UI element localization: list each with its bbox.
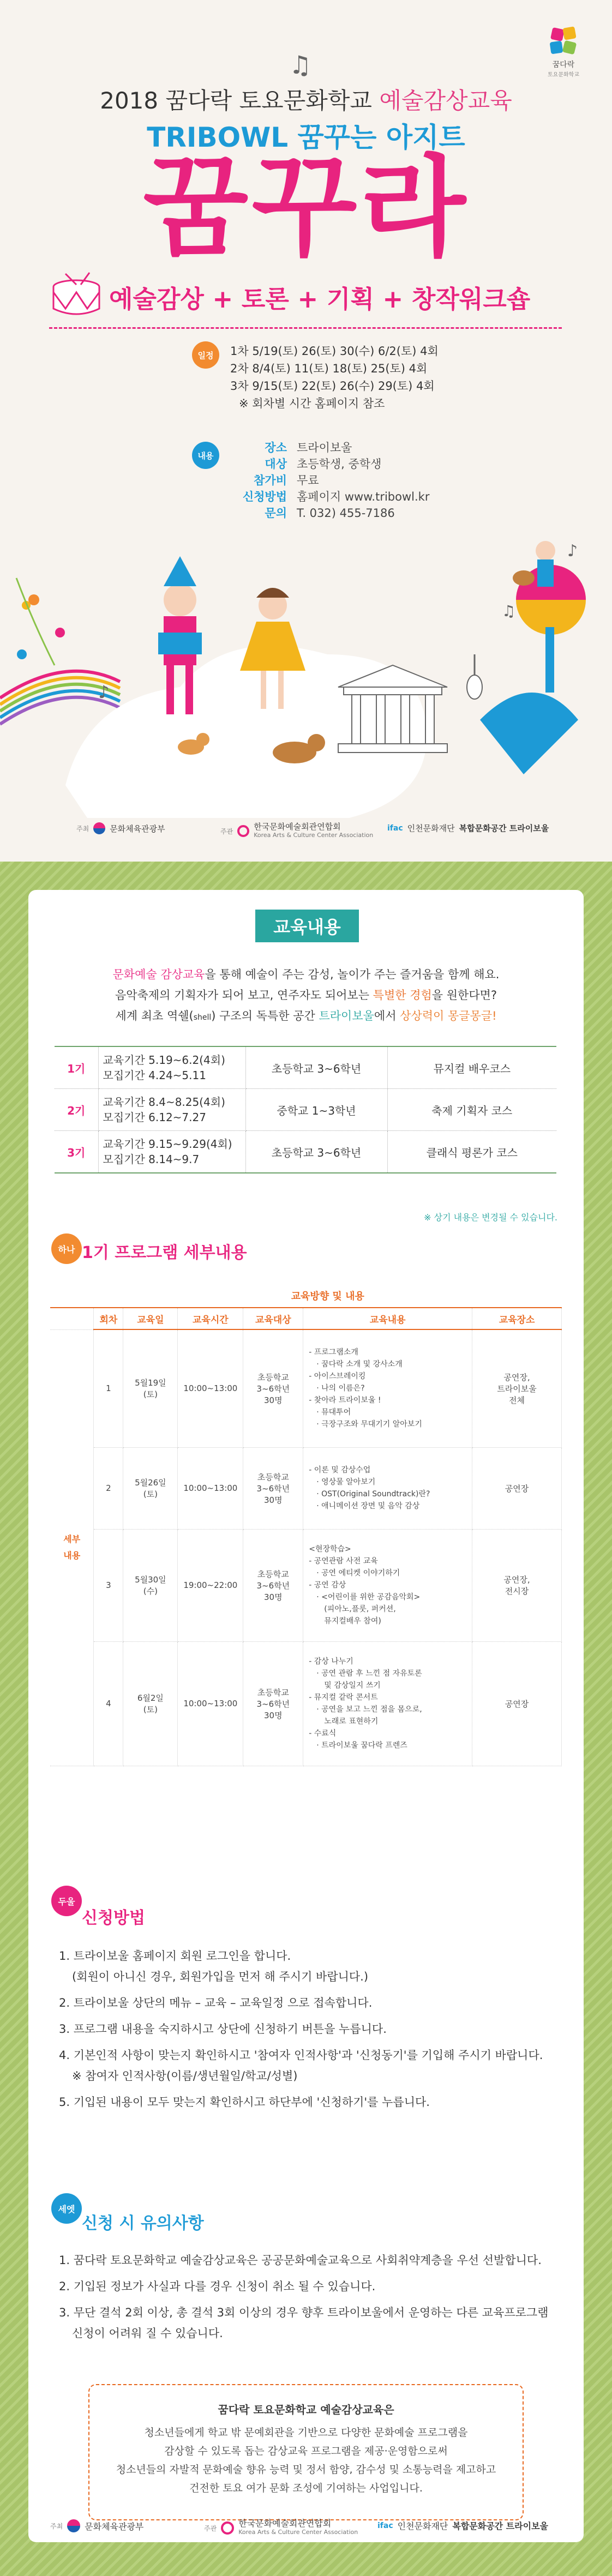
place-cell	[472, 1329, 562, 1447]
about-box	[88, 2384, 524, 2520]
info-value: 초등학생, 중학생	[297, 458, 382, 471]
partner-logo	[387, 822, 549, 834]
table-row	[55, 1046, 556, 1089]
kocaca-icon	[237, 825, 249, 837]
content-line: (피아노,플룻, 퍼커션,	[324, 1605, 396, 1614]
partner-name: 인천문화재단	[397, 2521, 448, 2531]
course-cell: 클래식 평론가 코스	[387, 1131, 556, 1173]
column-header: 회차	[94, 1308, 123, 1329]
target-text: 30명	[263, 1710, 283, 1720]
venue-name: 복합문화공간 트라이보울	[459, 823, 549, 833]
intro-highlight: 상상력이 몽글몽글!	[400, 1009, 497, 1022]
education-title: 교육내용	[255, 910, 359, 942]
content-card	[28, 890, 584, 2542]
org-name: 한국문화예술회관연합회	[254, 822, 341, 832]
target-text: 초등학교	[257, 1372, 289, 1382]
hero-title: 꿈꾸라	[143, 145, 469, 272]
recruit-period: 모집기간 6.12~7.27	[103, 1111, 206, 1124]
content-line: · 꿈다락 소개 및 강사소개	[316, 1360, 403, 1369]
time-cell: 10:00~13:00	[178, 1641, 243, 1766]
intro-highlight: 트라이보울	[319, 1009, 374, 1022]
edu-period: 교육기간 9.15~9.29(4회)	[103, 1137, 232, 1151]
target-cell: 중학교 1~3학년	[245, 1089, 387, 1131]
content-line: - 공연 감상	[309, 1581, 346, 1590]
logo-line2: 토요문화학교	[548, 72, 579, 78]
info-row	[230, 456, 429, 472]
content-line: - 프로그램소개	[309, 1348, 358, 1357]
column-header: 교육일	[123, 1308, 178, 1329]
content-line: · OST(Original Soundtrack)란?	[316, 1490, 430, 1498]
detail-title: 1기 프로그램 세부내용	[82, 1243, 247, 1262]
info-key: 참가비	[254, 474, 287, 487]
caution-item: 신청이 어려워 질 수 있습니다.	[72, 2327, 223, 2340]
target-text: 초등학교	[257, 1569, 289, 1579]
place-text: 트라이보울	[497, 1383, 537, 1394]
place-text: 전체	[509, 1395, 525, 1405]
schedule-line: 3차 9/15(토) 22(토) 26(수) 29(토) 4회	[230, 380, 435, 393]
info-key: 장소	[265, 441, 287, 454]
hero-subtitle-highlight: 예술감상교육	[379, 87, 512, 114]
hero-footer	[0, 822, 612, 844]
info-key: 문의	[265, 507, 287, 520]
day-text: (토)	[143, 1489, 158, 1499]
info-key: 대상	[265, 458, 287, 471]
info-value: 무료	[297, 474, 319, 487]
target-cell	[243, 1329, 303, 1447]
about-line: 건전한 토요 여가 문화 조성에 기여하는 사업입니다.	[189, 2482, 423, 2494]
content-line: 뮤지컬배우 참여)	[324, 1617, 381, 1626]
day-text: (토)	[143, 1705, 158, 1714]
gen-cell: 3기	[55, 1131, 98, 1173]
step-item: 3. 프로그램 내용을 숙지하시고 상단에 신청하기 버튼을 누릅니다.	[59, 2023, 387, 2036]
column-header: 교육장소	[472, 1308, 562, 1329]
step-note: ※ 참여자 인적사항(이름/생년월일/학교/성별)	[72, 2069, 298, 2083]
intro-text: 에서	[374, 1009, 400, 1022]
target-cell	[243, 1529, 303, 1641]
info-value: 트라이보울	[297, 441, 352, 454]
target-text: 30명	[263, 1592, 283, 1602]
card-footer	[28, 2514, 584, 2547]
content-line: - 이론 및 감상수업	[309, 1466, 371, 1474]
intro-highlight: 특별한 경험	[373, 989, 432, 1002]
section-badge: 하나	[51, 1233, 82, 1264]
section-badge: 세엣	[51, 2193, 82, 2224]
schedule-line: 2차 8/4(토) 11(토) 18(토) 25(토) 4회	[230, 362, 428, 375]
content-cell	[303, 1329, 472, 1447]
table-caption-row	[50, 1284, 562, 1308]
partner-logo	[377, 2519, 548, 2532]
intro-highlight: 문화예술 감상교육	[112, 968, 205, 981]
ifac-icon: ifac	[387, 823, 403, 833]
table-row	[50, 1329, 562, 1447]
svg-text:♫: ♫	[502, 602, 516, 620]
table-caption: 교육방향 및 내용	[94, 1284, 562, 1308]
date-cell	[123, 1641, 178, 1766]
cloud-shape	[65, 646, 427, 818]
content-line: · 트라이보울 꿈다락 프렌즈	[316, 1741, 407, 1750]
intro-text: ) 구조의 독특한 공간	[211, 1009, 319, 1022]
caution-list	[59, 2250, 548, 2344]
info-row	[230, 440, 429, 456]
content-line: - 공연관람 사전 교육	[309, 1557, 378, 1566]
apply-title: 신청방법	[82, 1909, 145, 1928]
partner-name: 인천문화재단	[407, 823, 455, 833]
date-text: 6월2일	[137, 1693, 164, 1703]
about-line: 감상할 수 있도록 돕는 감상교육 프로그램을 제공·운영함으로써	[164, 2445, 448, 2457]
content-line: - 감상 나누기	[309, 1657, 353, 1666]
step-note: (회원이 아니신 경우, 회원가입을 먼저 해 주시기 바랍니다.)	[72, 1970, 369, 1983]
date-text: 5월26일	[135, 1478, 166, 1488]
svg-text:♪: ♪	[567, 541, 578, 561]
place-cell: 공연장	[472, 1641, 562, 1766]
step-item: 4. 기본인적 사항이 맞는지 확인하시고 '참여자 인적사항'과 '신청동기'를 기입해 주시기 바랍니다.	[59, 2049, 543, 2062]
course-cell: 뮤지컬 배우코스	[387, 1046, 556, 1089]
host-label: 주최	[76, 824, 89, 833]
schedule-badge: 일정	[192, 341, 219, 369]
schedule-list	[230, 342, 439, 412]
content-cell	[303, 1641, 472, 1766]
content-line: · 공연 에티켓 이야기하기	[316, 1569, 400, 1578]
caution-item: 1. 꿈다락 토요문화학교 예술감상교육은 공공문화예술교육으로 사회취약계층을 우선 선발합니다.	[59, 2254, 542, 2267]
about-line: 청소년들에게 학교 밖 문예회관을 기반으로 다양한 문화예술 프로그램을	[144, 2427, 468, 2439]
caution-title: 신청 시 유의사항	[82, 2214, 204, 2233]
svg-text:♪: ♪	[98, 682, 110, 702]
content-line: · <어린이를 위한 공감음악회>	[316, 1593, 421, 1602]
about-title: 꿈다락 토요문화학교 예술감상교육은	[218, 2403, 394, 2416]
round-cell: 4	[94, 1641, 123, 1766]
intro-text: 세계 최초 역쉘(	[115, 1009, 194, 1022]
flower-icon	[16, 578, 65, 665]
host-label: 주최	[50, 2522, 63, 2530]
target-text: 30명	[263, 1395, 283, 1405]
content-cell	[303, 1447, 472, 1529]
course-cell: 축제 기획자 코스	[387, 1089, 556, 1131]
org-logo	[220, 822, 373, 840]
drum-icon	[49, 270, 104, 323]
place-text: 전시장	[505, 1586, 529, 1596]
about-line: 청소년들의 자발적 문화예술 향유 능력 및 정서 함양, 감수성 및 소통능력을 제고하고	[116, 2464, 496, 2476]
day-text: (수)	[143, 1586, 158, 1596]
round-cell: 3	[94, 1529, 123, 1641]
target-text: 3~6학년	[256, 1383, 290, 1394]
content-line: - 뮤지컬 같락 콘서트	[309, 1693, 378, 1702]
recruit-period: 모집기간 4.24~5.11	[103, 1069, 206, 1082]
education-intro	[28, 964, 584, 1028]
time-cell: 10:00~13:00	[178, 1447, 243, 1529]
content-line: · 공연을 보고 느낀 점을 몸으로,	[316, 1705, 422, 1714]
logo-mark-icon	[548, 26, 579, 57]
gen-cell: 1기	[55, 1046, 98, 1089]
edu-period: 교육기간 8.4~8.25(4회)	[103, 1096, 225, 1109]
taegeuk-icon	[67, 2519, 80, 2532]
info-key: 신청방법	[242, 490, 287, 503]
change-notice: ※ 상기 내용은 변경될 수 있습니다.	[424, 1212, 557, 1223]
table-row	[50, 1641, 562, 1766]
org-name-en: Korea Arts & Culture Center Association	[238, 2529, 358, 2536]
intro-text: shell	[193, 1013, 212, 1022]
target-text: 3~6학년	[256, 1699, 290, 1709]
host-name: 문화체육관광부	[85, 2521, 144, 2532]
target-text: 3~6학년	[256, 1580, 290, 1591]
intro-line-1	[28, 964, 584, 985]
content-line: 및 감상일지 쓰기	[324, 1681, 381, 1690]
content-line: 노래로 표현하기	[324, 1717, 379, 1726]
edu-period: 교육기간 5.19~6.2(4회)	[103, 1054, 225, 1067]
place-cell: 공연장	[472, 1447, 562, 1529]
program-logo	[539, 26, 588, 78]
content-line: - 찾아라 트라이보울 !	[309, 1396, 381, 1405]
target-text: 초등학교	[257, 1687, 289, 1698]
target-text: 30명	[263, 1495, 283, 1505]
kocaca-icon	[221, 2521, 234, 2535]
content-cell	[303, 1529, 472, 1641]
column-header: 교육대상	[243, 1308, 303, 1329]
target-cell	[243, 1447, 303, 1529]
date-cell	[123, 1447, 178, 1529]
content-line: · 나의 이름은?	[316, 1384, 365, 1393]
column-header: 교육시간	[178, 1308, 243, 1329]
apply-steps	[59, 1946, 543, 2112]
venue-name: 복합문화공간 트라이보울	[452, 2521, 548, 2531]
program-detail-table	[50, 1284, 562, 1766]
place-text: 공연장,	[503, 1372, 530, 1382]
content-line: - 수료식	[309, 1729, 337, 1738]
place-cell	[472, 1529, 562, 1641]
hero-subtitle	[0, 83, 612, 116]
date-cell	[123, 1329, 178, 1447]
intro-text: 음악축제의 기획자가 되어 보고, 연주자도 되어보는	[115, 989, 373, 1002]
org-label: 주관	[220, 827, 233, 835]
host-logo	[76, 822, 165, 834]
org-name-en: Korea Arts & Culture Center Association	[254, 832, 374, 839]
period-cell	[98, 1089, 245, 1131]
gen-cell: 2기	[55, 1089, 98, 1131]
date-text: 5월30일	[135, 1575, 166, 1585]
target-cell: 초등학교 3~6학년	[245, 1046, 387, 1089]
target-text: 초등학교	[257, 1472, 289, 1482]
day-text: (토)	[143, 1389, 158, 1400]
place-text: 공연장,	[503, 1575, 530, 1585]
table-header-row	[50, 1308, 562, 1329]
intro-line-3	[28, 1006, 584, 1028]
content-line: · 영상물 알아보기	[316, 1478, 376, 1486]
target-cell	[243, 1641, 303, 1766]
round-cell: 1	[94, 1329, 123, 1447]
host-logo	[50, 2519, 143, 2532]
time-cell: 10:00~13:00	[178, 1329, 243, 1447]
time-cell: 19:00~22:00	[178, 1529, 243, 1641]
ifac-icon: ifac	[377, 2521, 393, 2530]
info-value: T. 032) 455-7186	[297, 507, 395, 520]
org-name: 한국문화예술회관연합회	[238, 2518, 332, 2529]
blue-shape-icon	[480, 693, 578, 774]
side-label-text: 내용	[63, 1550, 81, 1561]
info-row	[230, 472, 429, 489]
details-section	[0, 862, 612, 2576]
org-logo	[204, 2519, 358, 2537]
caution-item: 3. 무단 결석 2회 이상, 총 결석 3회 이상의 경우 향후 트라이보울에서 운영하는 다른 교육프로그램	[59, 2306, 549, 2319]
step-item: 2. 트라이보울 상단의 메뉴 – 교육 – 교육일정 으로 접속합니다.	[59, 1996, 373, 2009]
step-item: 5. 기입된 내용이 모두 맞는지 확인하시고 하단부에 '신청하기'를 누릅니다.	[59, 2096, 430, 2109]
target-text: 3~6학년	[256, 1483, 290, 1494]
hero-subtitle-3: 예술감상 + 토론 + 기획 + 창작워크숍	[109, 285, 531, 314]
info-value: 홈페이지 www.tribowl.kr	[297, 490, 430, 503]
content-line: · 극장구조와 무대기기 알아보기	[316, 1420, 422, 1429]
content-line: - 아이스브레이킹	[309, 1372, 366, 1381]
column-header: 교육내용	[303, 1308, 472, 1329]
violin-icon	[467, 654, 482, 699]
table-row	[50, 1447, 562, 1529]
table-row	[55, 1089, 556, 1131]
step-item: 1. 트라이보울 홈페이지 회원 로그인을 합니다.	[59, 1949, 291, 1963]
table-row	[50, 1529, 562, 1641]
caution-item: 2. 기입된 정보가 사실과 다를 경우 신청이 취소 될 수 있습니다.	[59, 2280, 376, 2293]
side-label	[50, 1329, 94, 1766]
side-label-text: 세부	[63, 1534, 81, 1544]
schedule-line: 1차 5/19(토) 26(토) 30(수) 6/2(토) 4회	[230, 345, 439, 358]
logo-line1: 꿈다락	[552, 61, 575, 69]
table-row	[55, 1131, 556, 1173]
intro-text: 을 통해 예술이 주는 감성, 놀이가 주는 즐거움을 함께 해요.	[205, 968, 500, 981]
period-cell	[98, 1046, 245, 1089]
schedule-note: ※ 회차별 시간 홈페이지 참조	[239, 397, 385, 410]
taegeuk-icon	[93, 822, 105, 834]
content-line: · 공연 관람 후 느낀 점 자유토론	[316, 1669, 422, 1678]
hero-divider	[49, 327, 562, 329]
host-name: 문화체육관광부	[110, 823, 165, 834]
hero-poster	[0, 0, 612, 862]
content-line: · 애니메이션 장면 및 음악 감상	[316, 1502, 420, 1510]
date-text: 5월19일	[135, 1378, 166, 1388]
hero-subtitle-prefix: 2018 꿈다락 토요문화학교	[100, 87, 380, 114]
period-cell	[98, 1131, 245, 1173]
music-note-icon: ♫	[289, 50, 312, 80]
target-cell: 초등학교 3~6학년	[245, 1131, 387, 1173]
course-summary-table	[55, 1046, 556, 1173]
hero-subtitle-2: TRIBOWL 꿈꾸는 아지트	[147, 122, 465, 153]
info-badge: 내용	[192, 442, 219, 469]
date-cell	[123, 1529, 178, 1641]
section-badge: 두울	[51, 1886, 82, 1916]
intro-line-2	[28, 985, 584, 1006]
org-label: 주관	[204, 2524, 217, 2532]
intro-text: 을 원한다면?	[431, 989, 497, 1002]
content-line: <현장학습>	[309, 1545, 351, 1554]
round-cell: 2	[94, 1447, 123, 1529]
content-line: · 뮤대투어	[316, 1408, 351, 1417]
recruit-period: 모집기간 8.14~9.7	[103, 1153, 200, 1166]
